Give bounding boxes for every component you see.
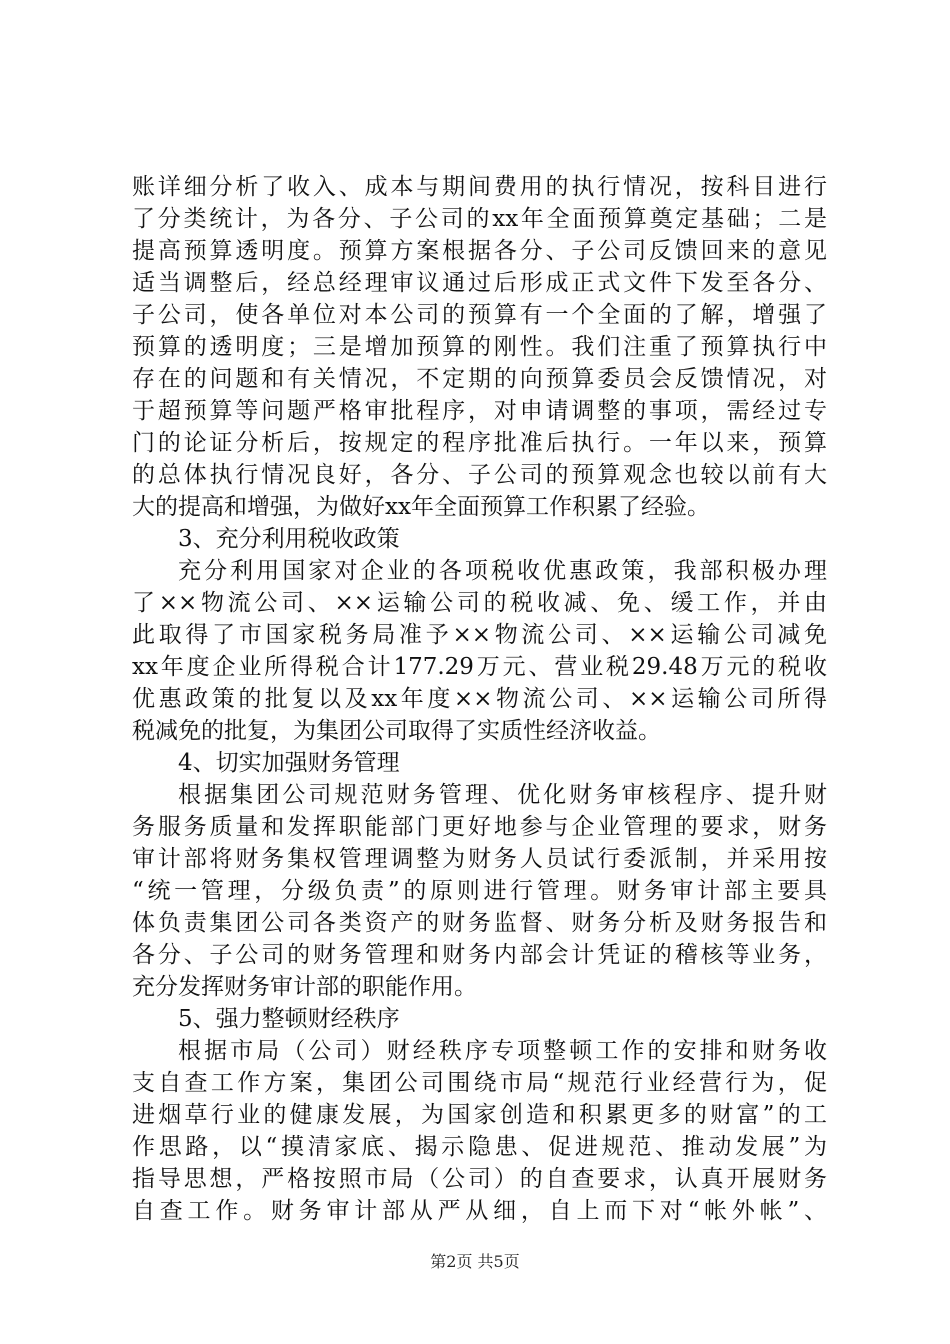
page-number-footer: 第2页 共5页 [430, 1252, 520, 1271]
body-line: 提高预算透明度。预算方案根据各分、子公司反馈回来的意见 [132, 238, 827, 264]
body-line: 了××物流公司、××运输公司的税收减、免、缓工作，并由 [132, 590, 827, 616]
body-line: 务服务质量和发挥职能部门更好地参与企业管理的要求，财务 [132, 814, 827, 840]
body-line: 适当调整后，经总经理审议通过后形成正式文件下发至各分、 [132, 270, 827, 296]
body-line: 预算的透明度；三是增加预算的刚性。我们注重了预算执行中 [132, 334, 827, 360]
body-line: 指导思想，严格按照市局（公司）的自查要求，认真开展财务 [132, 1166, 827, 1192]
body-line: 于超预算等问题严格审批程序，对申请调整的事项，需经过专 [132, 398, 827, 424]
section-heading: 3、充分利用税收政策 [178, 526, 400, 552]
body-line: 门的论证分析后，按规定的程序批准后执行。一年以来，预算 [132, 430, 827, 456]
body-line: 支自查工作方案，集团公司围绕市局“规范行业经营行为，促 [132, 1070, 827, 1096]
body-line: 根据市局（公司）财经秩序专项整顿工作的安排和财务收 [178, 1038, 827, 1064]
body-line: 自查工作。财务审计部从严从细，自上而下对“帐外帐”、 [132, 1198, 827, 1224]
body-line: 根据集团公司规范财务管理、优化财务审核程序、提升财 [178, 782, 827, 808]
body-line: 各分、子公司的财务管理和财务内部会计凭证的稽核等业务， [132, 942, 827, 968]
section-heading: 5、强力整顿财经秩序 [178, 1006, 400, 1032]
body-line: 税减免的批复，为集团公司取得了实质性经济收益。 [132, 718, 661, 744]
body-line: 大的提高和增强，为做好xx年全面预算工作积累了经验。 [132, 494, 710, 520]
body-line: 的总体执行情况良好，各分、子公司的预算观念也较以前有大 [132, 462, 827, 488]
section-heading: 4、切实加强财务管理 [178, 750, 400, 776]
body-line: 体负责集团公司各类资产的财务监督、财务分析及财务报告和 [132, 910, 827, 936]
body-line: xx年度企业所得税合计177.29万元、营业税29.48万元的税收 [132, 654, 827, 680]
body-line: 作思路，以“摸清家底、揭示隐患、促进规范、推动发展”为 [132, 1134, 827, 1160]
body-line: 存在的问题和有关情况，不定期的向预算委员会反馈情况，对 [132, 366, 827, 392]
body-line: 进烟草行业的健康发展，为国家创造和积累更多的财富”的工 [132, 1102, 827, 1128]
body-line: 此取得了市国家税务局准予××物流公司、××运输公司减免 [132, 622, 827, 648]
body-line: 充分发挥财务审计部的职能作用。 [132, 974, 477, 1000]
body-line: 子公司，使各单位对本公司的预算有一个全面的了解，增强了 [132, 302, 827, 328]
body-line: 充分利用国家对企业的各项税收优惠政策，我部积极办理 [178, 558, 827, 584]
body-line: 优惠政策的批复以及xx年度××物流公司、××运输公司所得 [132, 686, 827, 712]
body-line: 审计部将财务集权管理调整为财务人员试行委派制，并采用按 [132, 846, 827, 872]
body-line: “统一管理，分级负责”的原则进行管理。财务审计部主要具 [132, 878, 827, 904]
body-line: 账详细分析了收入、成本与期间费用的执行情况，按科目进行 [132, 174, 827, 200]
body-line: 了分类统计，为各分、子公司的xx年全面预算奠定基础；二是 [132, 206, 827, 232]
document-body [132, 171, 827, 1227]
